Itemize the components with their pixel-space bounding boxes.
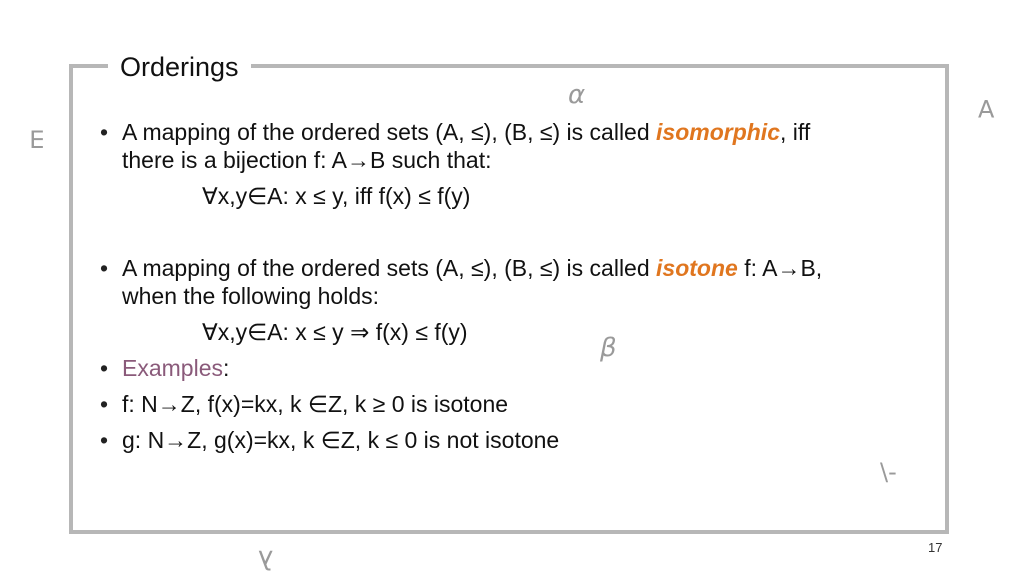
isotone-term: isotone bbox=[656, 255, 738, 281]
page-number: 17 bbox=[928, 540, 943, 555]
formula-isomorphic: ∀x,y∈A: x ≤ y, iff f(x) ≤ f(y) bbox=[202, 183, 471, 209]
isomorphic-term: isomorphic bbox=[656, 119, 780, 145]
title-wrap bbox=[108, 50, 251, 84]
formula-isotone: ∀x,y∈A: x ≤ y ⇒ f(x) ≤ f(y) bbox=[202, 319, 468, 345]
bullet-text: A mapping of the ordered sets (A, ≤), (B, ≤) is called bbox=[122, 119, 657, 145]
bullet-text: when the following holds: bbox=[122, 283, 379, 309]
bullet-examples bbox=[100, 354, 920, 382]
bullet-example-2: • g: N→Z, g(x)=kx, k ∈Z, k ≤ 0 is not isotone bbox=[100, 426, 920, 454]
slide-title: Orderings bbox=[120, 52, 239, 82]
bullet-text: f: A→B, bbox=[737, 255, 823, 281]
beta-symbol: β bbox=[600, 333, 617, 363]
lambda-symbol: λ bbox=[258, 544, 274, 574]
bullet-text: A mapping of the ordered sets (A, ≤), (B, ≤) is called bbox=[122, 255, 657, 281]
exists-symbol: ∃ bbox=[30, 126, 46, 154]
examples-label: Examples bbox=[122, 355, 223, 381]
bullet-example-1: • f: N→Z, f(x)=kx, k ∈Z, k ≥ 0 is isotone bbox=[100, 390, 920, 418]
bullet-isomorphic bbox=[100, 118, 920, 210]
slide-content bbox=[100, 118, 920, 454]
bullet-text: there is a bijection f: A→B such that: bbox=[122, 147, 492, 173]
forall-symbol: ∀ bbox=[978, 94, 995, 122]
alpha-symbol: α bbox=[568, 80, 586, 110]
bullet-text: , iff bbox=[780, 119, 811, 145]
bullet-isotone bbox=[100, 254, 920, 346]
misc-symbol: \- bbox=[880, 458, 897, 486]
examples-colon: : bbox=[222, 355, 230, 381]
